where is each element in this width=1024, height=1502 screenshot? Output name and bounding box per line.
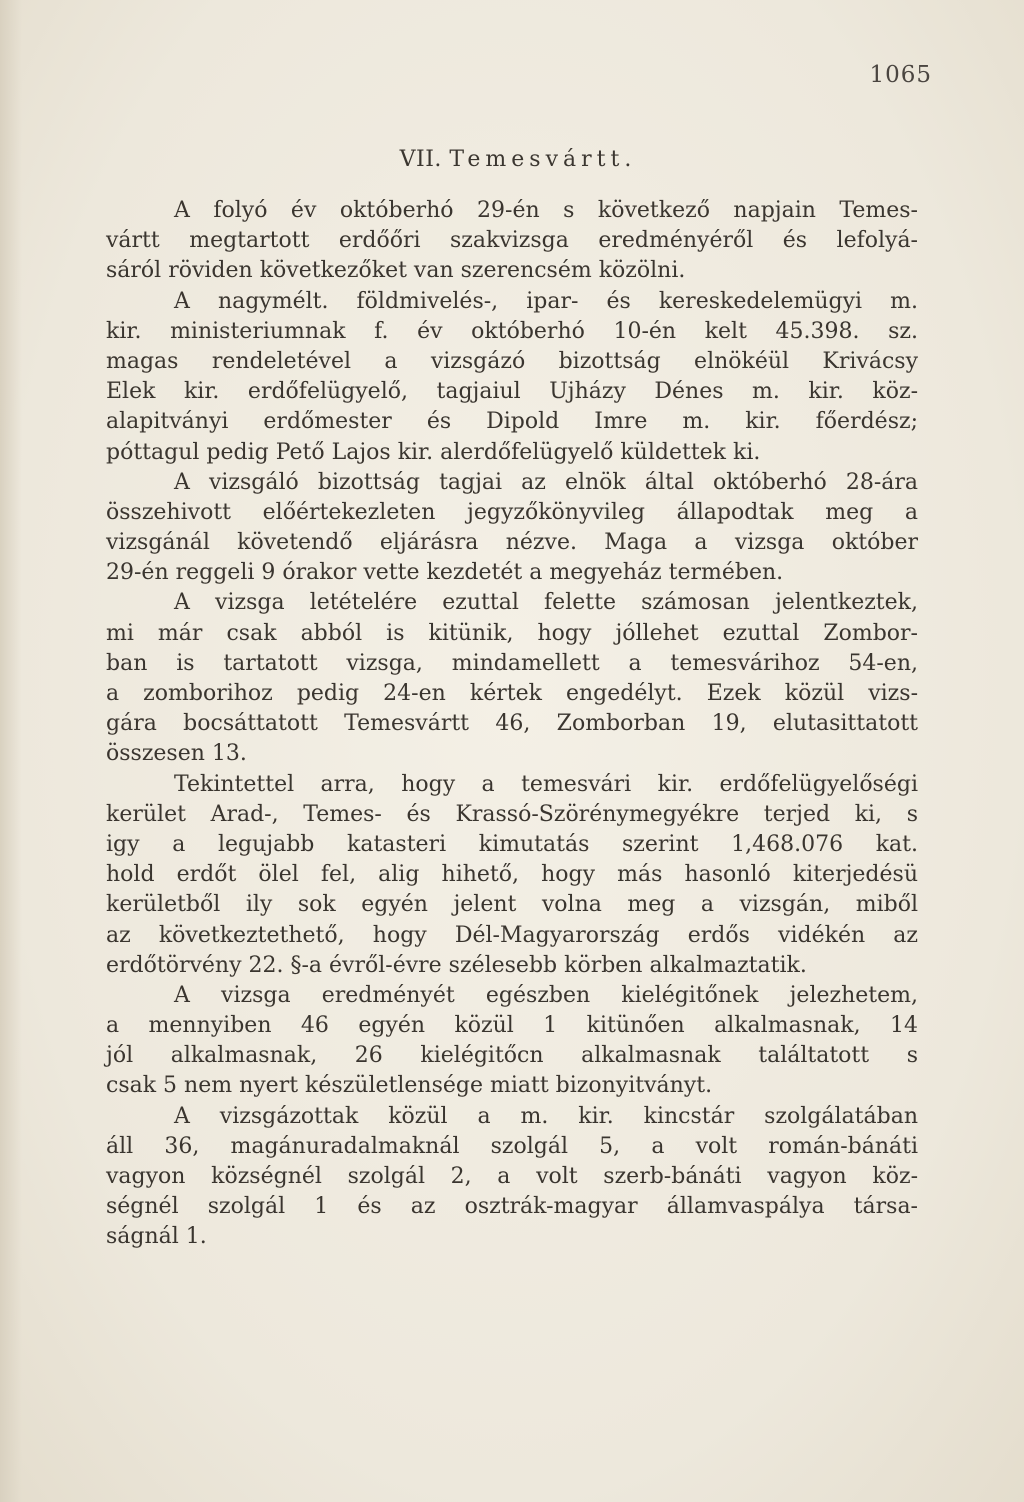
- text-line: A vizsgáló bizottság tagjai az elnök által októberhó 28-ára: [174, 469, 918, 495]
- text-line: A vizsgázottak közül a m. kir. kincstár szolgálatában: [174, 1103, 918, 1129]
- text-line: a mennyiben 46 egyén közül 1 kitünően alkalmasnak, 14: [106, 1013, 918, 1039]
- text-line: vizsgánál követendő eljárásra nézve. Maga a vizsga október: [106, 530, 918, 556]
- text-line: kir. ministeriumnak f. év októberhó 10-én kelt 45.398. sz.: [106, 318, 918, 344]
- text-line: sáról röviden következőket van szerencsém közölni.: [106, 258, 686, 284]
- text-line: 29-én reggeli 9 órakor vette kezdetét a megyeház termében.: [106, 560, 784, 586]
- text-line: kerületből ily sok egyén jelent volna meg a vizsgán, miből: [106, 892, 918, 918]
- text-line: a zomborihoz pedig 24-en kértek engedélyt. Ezek közül vizs-: [106, 681, 918, 706]
- page-number: 1065: [869, 62, 932, 88]
- section-heading: [0, 147, 1024, 172]
- text-line: A folyó év októberhó 29-én s következő napjain Temes-: [174, 198, 918, 223]
- text-line: póttagul pedig Pető Lajos kir. alerdőfelügyelő küldettek ki.: [106, 439, 761, 465]
- text-line: összesen 13.: [106, 741, 247, 767]
- text-line: az következtethető, hogy Dél-Magyarország erdős vidékén az: [106, 922, 918, 948]
- text-line: áll 36, magánuradalmaknál szolgál 5, a volt román-bánáti: [106, 1133, 918, 1159]
- text-line: mi már csak abból is kitünik, hogy jóllehet ezuttal Zombor-: [106, 620, 918, 646]
- text-line: ségnél szolgál 1 és az osztrák-magyar államvaspálya társa-: [106, 1194, 918, 1220]
- section-place: Temesvártt.: [449, 147, 637, 172]
- text-line: ban is tartatott vizsga, mindamellett a temesvárihoz 54-en,: [106, 650, 918, 676]
- text-line: csak 5 nem nyert készületlensége miatt bizonyitványt.: [106, 1073, 713, 1099]
- text-line: gára bocsáttatott Temesvártt 46, Zomborban 19, elutasittatott: [106, 711, 918, 737]
- text-line: A nagymélt. földmivelés-, ipar- és kereskedelemügyi m.: [174, 288, 918, 314]
- text-line: vártt megtartott erdőőri szakvizsga eredményéről és lefolyá-: [106, 228, 918, 254]
- text-line: erdőtörvény 22. §-a évről-évre szélesebb körben alkalmaztatik.: [106, 952, 807, 978]
- section-numeral: VII.: [399, 147, 442, 172]
- text-line: Elek kir. erdőfelügyelő, tagjaiul Ujházy Dénes m. kir. köz-: [106, 379, 918, 405]
- text-line: ságnál 1.: [106, 1224, 207, 1250]
- text-line: hold erdőt ölel fel, alig hihető, hogy más hasonló kiterjedésü: [106, 862, 918, 888]
- text-line: igy a legujabb katasteri kimutatás szerint 1,468.076 kat.: [106, 831, 918, 857]
- text-line: kerület Arad-, Temes- és Krassó-Szörénymegyékre terjed ki, s: [106, 801, 918, 827]
- text-line: Tekintettel arra, hogy a temesvári kir. erdőfelügyelőségi: [174, 771, 918, 797]
- article-body: [106, 196, 918, 1253]
- text-line: alapitványi erdőmester és Dipold Imre m. kir. főerdész;: [106, 409, 918, 435]
- text-line: magas rendeletével a vizsgázó bizottság elnökéül Krivácsy: [106, 348, 918, 374]
- text-line: A vizsga letételére ezuttal felette számosan jelentkeztek,: [174, 590, 918, 616]
- text-line: vagyon községnél szolgál 2, a volt szerb-bánáti vagyon köz-: [106, 1164, 918, 1189]
- text-line: jól alkalmasnak, 26 kielégitőcn alkalmasnak találtatott s: [106, 1043, 918, 1069]
- page-edge-shadow: [0, 0, 22, 1502]
- text-line: A vizsga eredményét egészben kielégitőnek jelezhetem,: [174, 982, 918, 1008]
- text-line: összehivott előértekezleten jegyzőkönyvileg állapodtak meg a: [106, 499, 918, 525]
